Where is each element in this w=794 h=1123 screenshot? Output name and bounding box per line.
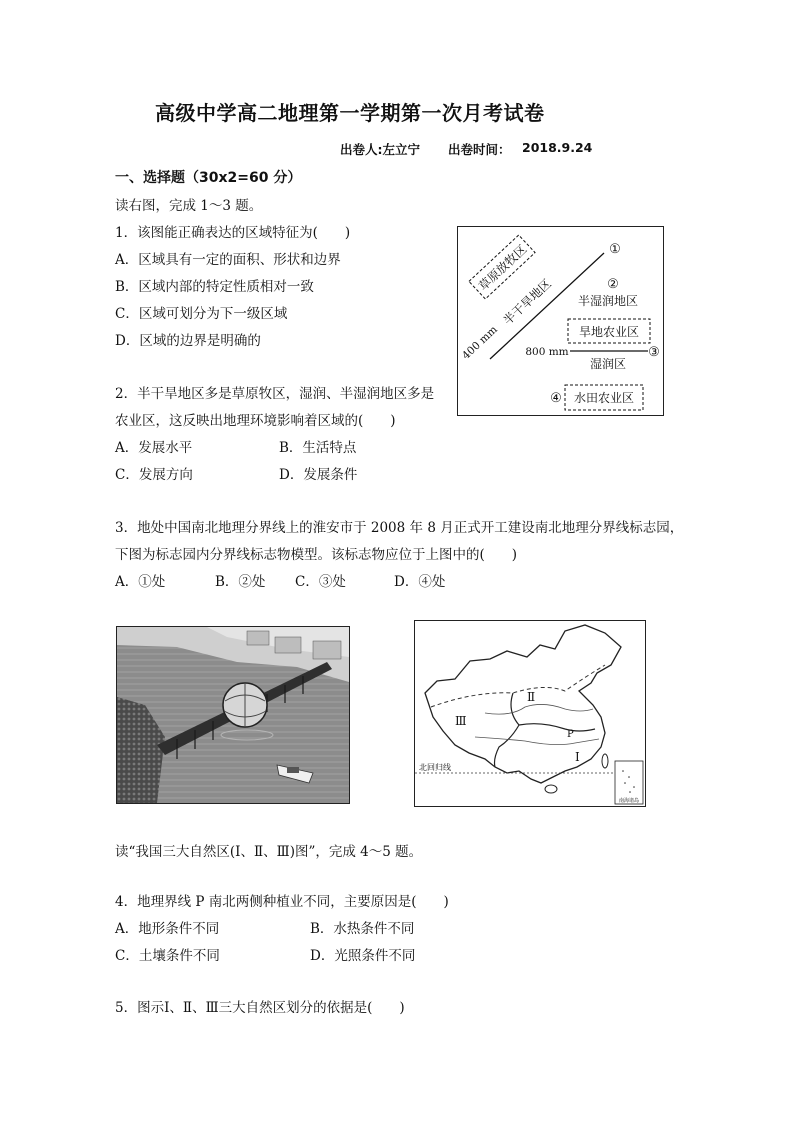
intro-4-5: 读“我国三大自然区(Ⅰ、Ⅱ、Ⅲ)图”，完成 4～5 题。: [115, 844, 423, 860]
inset-label: 南海诸岛: [618, 798, 640, 804]
region-boundary-plateau: [495, 693, 520, 767]
semiarid-label: 半干旱地区: [500, 276, 554, 328]
mm400-label: 400 mm: [460, 323, 500, 362]
paddy-label: 水田农业区: [573, 391, 635, 405]
china-regions-map: [414, 620, 646, 807]
mm800-label: 800 mm: [525, 346, 569, 358]
marker-2: ②: [607, 277, 619, 292]
exam-date: 2018.9.24: [522, 140, 593, 155]
marker-1: ①: [609, 242, 621, 257]
q4-option-b: B．水热条件不同: [310, 921, 415, 937]
q1-option-b: B．区域内部的特定性质相对一致: [115, 279, 314, 295]
q3-stem-line2: 下图为标志园内分界线标志物模型。该标志物应位于上图中的( ): [115, 547, 518, 563]
q4-option-c: C．土壤条件不同: [115, 948, 220, 964]
q4-option-a: A．地形条件不同: [115, 921, 220, 937]
tropic-label: 北回归线: [419, 763, 451, 772]
q2-option-a: A．发展水平: [115, 440, 193, 456]
yangtze-river: [475, 737, 599, 745]
region-i-label: Ⅰ: [575, 750, 580, 764]
humid-label: 湿润区: [589, 357, 627, 371]
q1-option-d: D．区域的边界是明确的: [115, 333, 261, 349]
marker-3: ③: [648, 345, 660, 360]
grassland-label: 草原放牧区: [475, 242, 530, 294]
q1-option-c: C．区域可划分为下一级区域: [115, 306, 288, 322]
q3-option-d: D．④处: [394, 574, 446, 590]
q4-stem: 4．地理界线 P 南北两侧种植业不同，主要原因是( ): [115, 894, 449, 910]
landmark-model-image: [116, 626, 350, 804]
section-heading: 一、选择题（30x2=60 分）: [115, 170, 302, 186]
q5-stem: 5．图示Ⅰ、Ⅱ、Ⅲ三大自然区划分的依据是( ): [115, 1000, 405, 1016]
region-ii-label: Ⅱ: [527, 690, 536, 704]
q2-option-b: B．生活特点: [279, 440, 357, 456]
marker-4: ④: [550, 391, 562, 406]
hainan-island: [545, 785, 557, 793]
q4-option-d: D．光照条件不同: [310, 948, 416, 964]
page-title: 高级中学高二地理第一学期第一次月考试卷: [155, 101, 545, 125]
q2-option-d: D．发展条件: [279, 467, 358, 483]
q3-option-a: A．①处: [115, 574, 166, 590]
dryfarm-label: 旱地农业区: [578, 325, 640, 339]
region-diagram: [457, 226, 664, 416]
q3-stem-line1: 3．地处中国南北地理分界线上的淮安市于 2008 年 8 月正式开工建设南北地理分界线标志园，: [115, 520, 684, 536]
semihumid-label: 半湿润地区: [577, 294, 639, 308]
taiwan-island: [602, 754, 608, 768]
q1-stem: 1．该图能正确表达的区域特征为( ): [115, 225, 351, 241]
yellow-river: [485, 704, 593, 714]
q2-option-c: C．发展方向: [115, 467, 193, 483]
line-p-label: P: [567, 729, 574, 740]
boundary-line-p: [519, 724, 595, 731]
region-boundary-dashed: [431, 665, 605, 707]
region-iii-label: Ⅲ: [455, 714, 467, 728]
q2-stem-line2: 农业区，这反映出地理环境影响着区域的( ): [115, 413, 396, 429]
q3-option-b: B．②处: [215, 574, 266, 590]
q2-stem-line1: 2．半干旱地区多是草原牧区，湿润、半湿润地区多是: [115, 386, 435, 402]
q3-option-c: C．③处: [295, 574, 346, 590]
q1-option-a: A．区域具有一定的面积、形状和边界: [115, 252, 341, 268]
intro-1-3: 读右图，完成 1～3 题。: [115, 198, 263, 214]
china-outline: [425, 625, 621, 783]
time-label: 出卷时间：: [448, 142, 511, 157]
author: 出卷人:左立宁: [340, 142, 420, 157]
